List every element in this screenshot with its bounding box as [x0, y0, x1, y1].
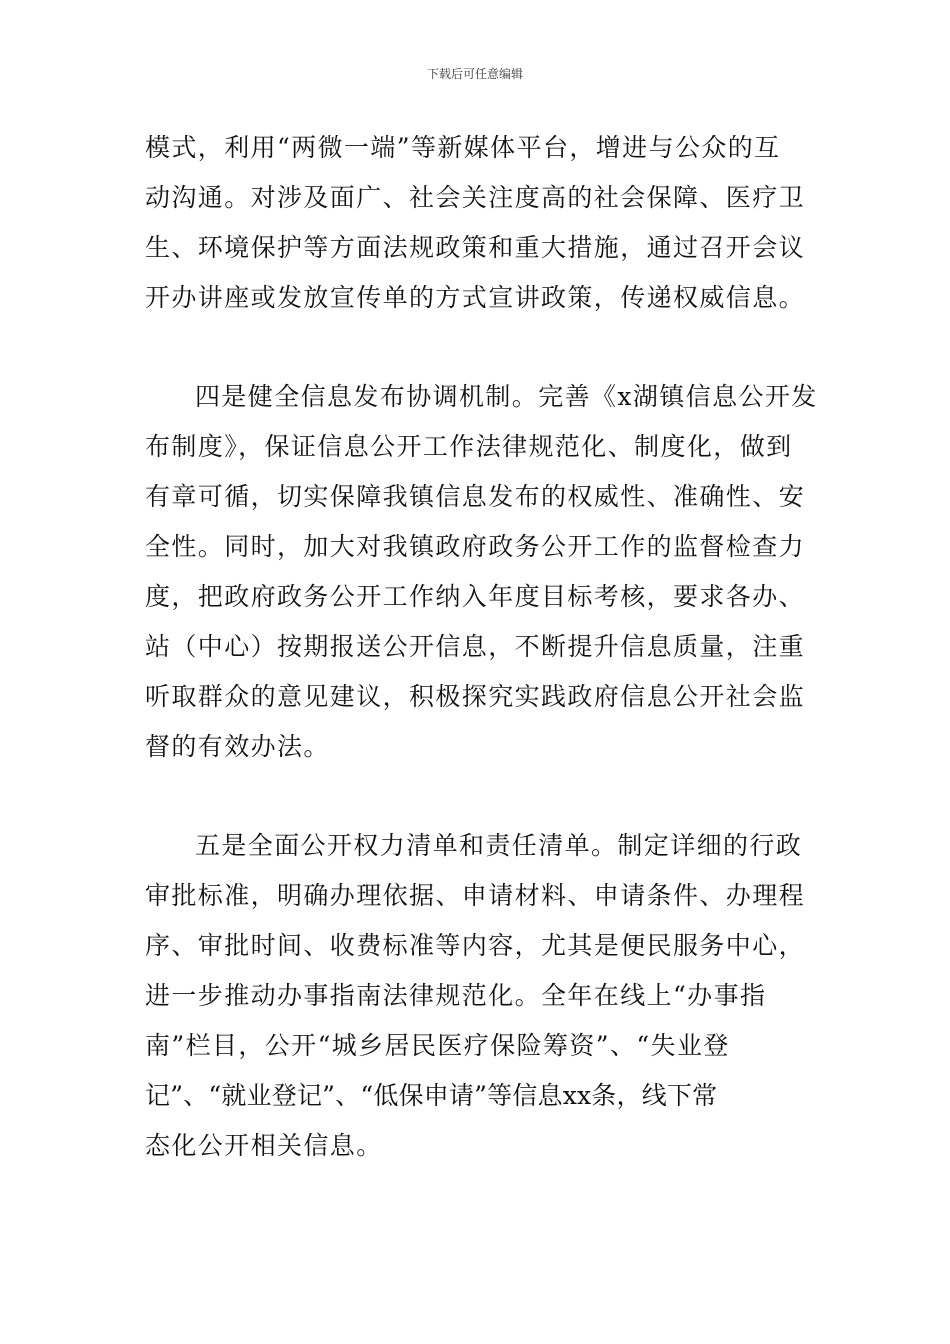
page-header: 下载后可任意编辑 [426, 67, 523, 81]
paragraph-2-line-1: 四是健全信息发布协调机制。完善《x湖镇信息公开发 [195, 382, 818, 411]
paragraph-1-line-4: 开办讲座或发放宣传单的方式宣讲政策，传递权威信息。 [145, 283, 806, 312]
paragraph-1-line-2: 动沟通。对涉及面广、社会关注度高的社会保障、医疗卫 [145, 183, 806, 212]
paragraph-2-line-2: 布制度》，保证信息公开工作法律规范化、制度化，做到 [145, 432, 793, 461]
paragraph-1-line-3: 生、环境保护等方面法规政策和重大措施，通过召开会议 [145, 233, 806, 262]
paragraph-3-line-2: 审批标准，明确办理依据、申请材料、申请条件、办理程 [145, 881, 806, 910]
paragraph-3-line-1: 五是全面公开权力清单和责任清单。制定详细的行政 [195, 831, 803, 860]
paragraph-3-line-6: 记”、“就业登记”、“低保申请”等信息xx条，线下常 [145, 1081, 718, 1110]
paragraph-2-line-4: 全性。同时，加大对我镇政府政务公开工作的监督检查力 [145, 532, 806, 561]
paragraph-3-line-5: 南”栏目，公开“城乡居民医疗保险筹资”、“失业登 [145, 1031, 730, 1060]
paragraph-2-line-8: 督的有效办法。 [145, 732, 330, 761]
paragraph-2-line-7: 听取群众的意见建议，积极探究实践政府信息公开社会监 [145, 682, 806, 711]
paragraph-3-line-7: 态化公开相关信息。 [145, 1131, 383, 1160]
paragraph-3-line-3: 序、审批时间、收费标准等内容，尤其是便民服务中心， [145, 931, 806, 960]
paragraph-1-line-1: 模式，利用“两微一端”等新媒体平台，增进与公众的互 [145, 133, 781, 162]
paragraph-2-line-6: 站（中心）按期报送公开信息，不断提升信息质量，注重 [145, 632, 806, 661]
paragraph-3-line-4: 进一步推动办事指南法律规范化。全年在线上“办事指 [145, 981, 767, 1010]
paragraph-2-line-3: 有章可循，切实保障我镇信息发布的权威性、准确性、安 [145, 482, 806, 511]
paragraph-2-line-5: 度，把政府政务公开工作纳入年度目标考核，要求各办、 [145, 582, 806, 611]
